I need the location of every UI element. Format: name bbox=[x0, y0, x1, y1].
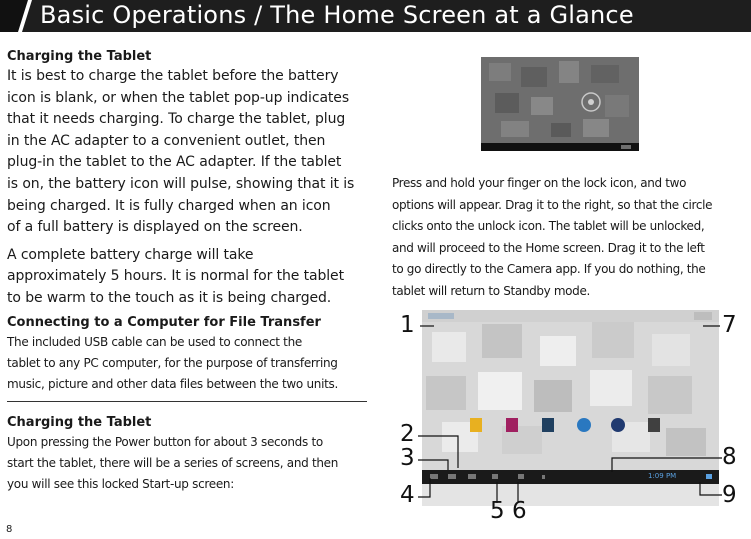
file-transfer-paragraph bbox=[7, 332, 369, 395]
text-line: music, picture and other data files between the two units. bbox=[7, 376, 338, 391]
text-line: It is best to charge the tablet before the battery bbox=[7, 68, 339, 84]
heading-charging-tablet-2: Charging the Tablet bbox=[7, 414, 152, 430]
text-line: tablet will return to Standby mode. bbox=[392, 283, 590, 298]
text-line: approximately 5 hours. It is normal for the tablet bbox=[7, 268, 344, 285]
text-line: of a full battery is displayed on the screen. bbox=[7, 219, 303, 236]
heading-file-transfer: Connecting to a Computer for File Transfer bbox=[7, 314, 321, 330]
callout-4: 4 bbox=[400, 482, 415, 508]
google-search-icon bbox=[428, 313, 454, 319]
clock-text: 1:09 PM bbox=[648, 472, 677, 480]
callout-3: 3 bbox=[400, 445, 415, 471]
text-line: plug-in the tablet to the AC adapter. If the tablet bbox=[7, 154, 342, 171]
text-line: is on, the battery icon will pulse, showing that it is bbox=[7, 175, 355, 192]
menu-icon bbox=[542, 475, 545, 479]
callout-6: 6 bbox=[512, 498, 527, 524]
apps-icon bbox=[694, 312, 712, 320]
callout-9: 9 bbox=[722, 482, 737, 508]
unlock-paragraph bbox=[392, 173, 748, 303]
startup-paragraph bbox=[7, 432, 369, 495]
volume-down-icon bbox=[492, 474, 498, 479]
app-settings-icon bbox=[542, 418, 554, 432]
text-line: being charged. It is fully charged when an icon bbox=[7, 197, 331, 214]
app-browser-icon bbox=[577, 418, 591, 432]
text-line: in the AC adapter to a convenient outlet, then bbox=[7, 132, 326, 149]
text-line: options will appear. Drag it to the right, so that the circle bbox=[392, 197, 713, 212]
callout-7: 7 bbox=[722, 312, 737, 338]
callout-2: 2 bbox=[400, 421, 415, 447]
left-column bbox=[7, 48, 369, 495]
text-line: tablet to any PC computer, for the purpose of transferring bbox=[7, 355, 338, 370]
page-title: Basic Operations / The Home Screen at a Glance bbox=[40, 1, 634, 29]
app-music-icon bbox=[611, 418, 625, 432]
callout-5: 5 bbox=[490, 498, 505, 524]
text-line: Press and hold your finger on the lock icon, and two bbox=[392, 176, 687, 190]
page-number: 8 bbox=[6, 524, 13, 535]
charging-paragraph bbox=[7, 66, 369, 239]
heading-charging-tablet: Charging the Tablet bbox=[7, 49, 152, 64]
battery-time-paragraph bbox=[7, 245, 369, 310]
text-line: Upon pressing the Power button for about 3 seconds to bbox=[7, 434, 323, 449]
back-icon bbox=[430, 474, 438, 479]
text-line: clicks onto the unlock icon. The tablet will be unlocked, bbox=[392, 219, 705, 234]
battery-icon bbox=[706, 474, 712, 479]
text-line: A complete battery charge will take bbox=[7, 246, 254, 263]
volume-up-icon bbox=[518, 474, 524, 479]
callout-1: 1 bbox=[400, 312, 415, 338]
text-line: to go directly to the Camera app. If you do nothing, the bbox=[392, 262, 706, 277]
text-line: to be warm to the touch as it is being charged. bbox=[7, 289, 332, 306]
section-divider bbox=[7, 401, 367, 402]
app-gallery-icon bbox=[506, 418, 518, 432]
home-icon bbox=[448, 474, 456, 479]
text-line: you will see this locked Start-up screen: bbox=[7, 476, 234, 491]
app-folder-icon bbox=[470, 418, 482, 432]
text-line: start the tablet, there will be a series of screens, and then bbox=[7, 455, 339, 470]
text-line: that it needs charging. To charge the tablet, plug bbox=[7, 111, 346, 128]
text-line: and will proceed to the Home screen. Drag it to the left bbox=[392, 240, 705, 255]
text-line: The included USB cable can be used to connect the bbox=[7, 334, 302, 349]
text-line: icon is blank, or when the tablet pop-up indicates bbox=[7, 89, 350, 106]
right-column bbox=[392, 173, 748, 303]
recent-apps-icon bbox=[468, 474, 476, 479]
lock-screen-image bbox=[481, 57, 639, 151]
callout-8: 8 bbox=[722, 444, 737, 470]
app-market-icon bbox=[648, 418, 660, 432]
